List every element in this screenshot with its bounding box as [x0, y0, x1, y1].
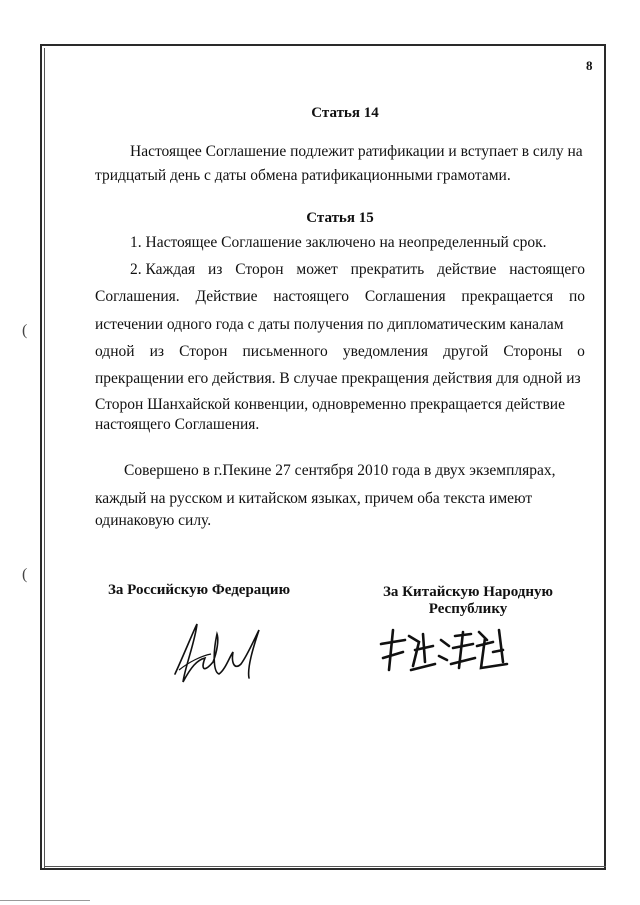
para-2-line-7: настоящего Соглашения. [95, 416, 260, 433]
para-2-line-3: истечении одного года с даты получения по дипломатическим каналам [95, 316, 564, 333]
para-2-line-1: 2. Каждая из Сторон может прекратить действие настоящего [130, 261, 585, 278]
margin-mark-2: ( [22, 566, 28, 583]
frame-inner-left [44, 48, 45, 868]
right-signature [375, 622, 515, 682]
margin-mark-1: ( [22, 322, 28, 339]
closing-line-2: каждый на русском и китайском языках, причем оба текста имеют [95, 490, 533, 507]
closing-line-1: Совершено в г.Пекине 27 сентября 2010 года в двух экземплярах, [124, 462, 556, 479]
left-signature [155, 612, 275, 692]
page-number: 8 [586, 58, 593, 73]
para-2-line-4: одной из Сторон письменного уведомления другой Стороны о [95, 343, 585, 360]
right-signatory-title: За Китайскую Народную Республику [383, 584, 553, 617]
para-2-line-6: Сторон Шанхайской конвенции, одновременно прекращается действие [95, 396, 565, 413]
frame-inner-bottom [44, 866, 606, 867]
closing-line-3: одинаковую силу. [95, 512, 212, 529]
article-15-heading: Статья 15 [306, 210, 374, 226]
para-2-line-2: Соглашения. Действие настоящего Соглашения прекращается по [95, 288, 585, 305]
article-15-para-1: 1. Настоящее Соглашение заключено на неопределенный срок. [130, 234, 547, 251]
left-signatory-title: За Российскую Федерацию [108, 582, 291, 598]
article-14-line-1: Настоящее Соглашение подлежит ратификации и вступает в силу на [130, 143, 583, 160]
article-14-heading: Статья 14 [311, 105, 379, 121]
scan-line-bottom [0, 900, 90, 901]
para-2-line-5: прекращении его действия. В случае прекращения действия для одной из [95, 370, 581, 387]
article-14-line-2: тридцатый день с даты обмена ратификационными грамотами. [95, 167, 511, 184]
